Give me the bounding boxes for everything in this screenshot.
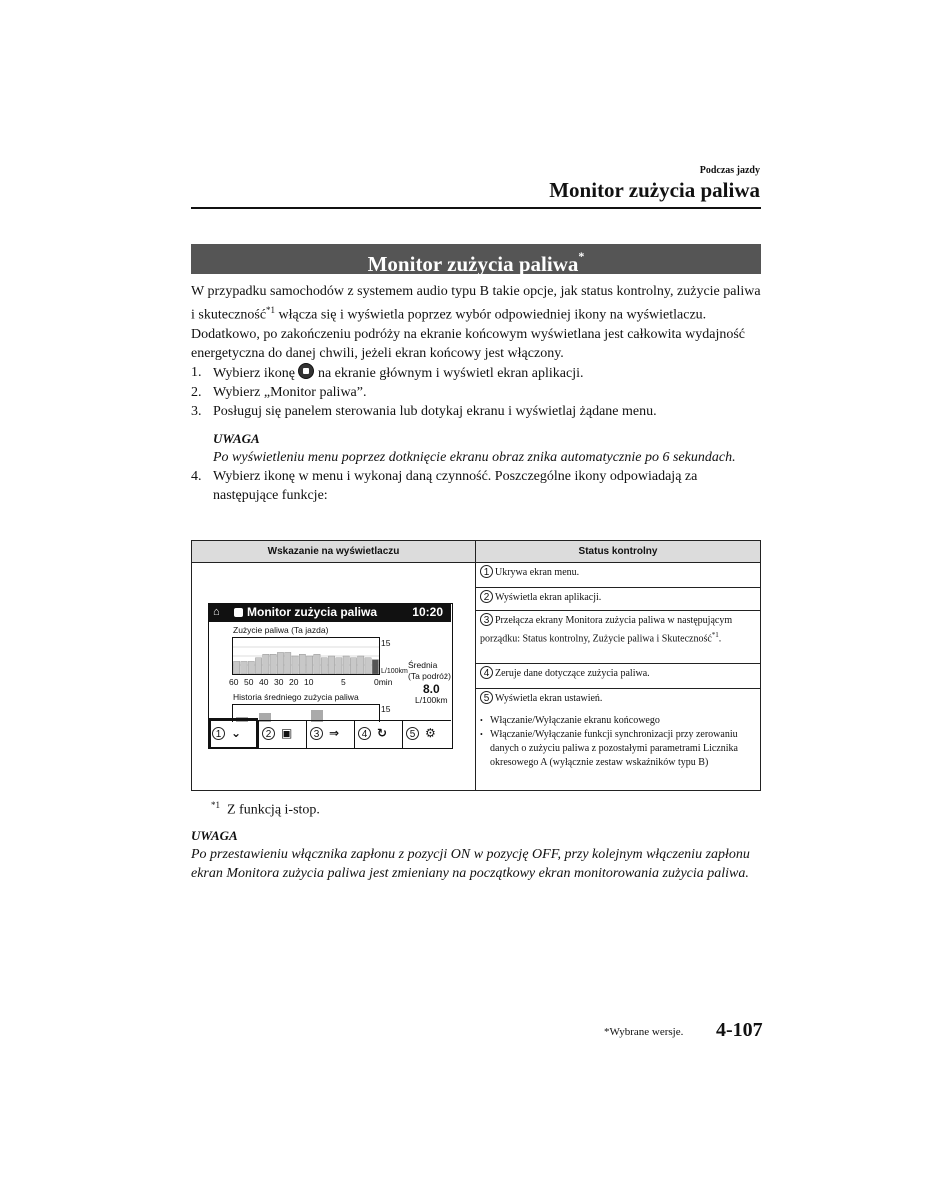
row-text: Ukrywa ekran menu. bbox=[495, 567, 580, 578]
screen-menu-bar bbox=[209, 720, 451, 749]
list-item: • Włączanie/Wyłączanie funkcji synchronizacji przy zerowaniu danych o zużyciu paliwa z pozostałymi parametrami Licznika okresowego A (wyłącznie zestaw wskaźników typu B) bbox=[480, 728, 756, 770]
table-header-status: Status kontrolny bbox=[578, 546, 658, 557]
footnote-ref: *1 bbox=[211, 800, 220, 810]
footnote bbox=[211, 800, 320, 819]
fuel-bar bbox=[299, 654, 305, 674]
footnote-ref: *1 bbox=[266, 305, 276, 315]
fuel-bar bbox=[307, 656, 313, 674]
avg-value: 8.0 bbox=[423, 682, 440, 696]
fuel-bar bbox=[255, 658, 261, 674]
step-text: na ekranie głównym i wyświetl ekran aplikacji. bbox=[314, 365, 584, 381]
section-header: Podczas jazdy bbox=[699, 165, 760, 176]
table-header bbox=[192, 541, 760, 563]
row-number: 4 bbox=[480, 666, 493, 679]
intro-paragraph-1 bbox=[191, 282, 763, 325]
fuel-bar bbox=[277, 652, 283, 674]
page-number: 4-107 bbox=[716, 1019, 763, 1041]
step-3 bbox=[191, 402, 763, 421]
fuel-bar bbox=[248, 661, 254, 674]
note-2 bbox=[191, 826, 763, 883]
selected-versions-note: *Wybrane wersje. bbox=[604, 1026, 684, 1038]
menu-reset-button[interactable] bbox=[355, 721, 403, 749]
menu-settings-button[interactable] bbox=[403, 721, 451, 749]
button-number: 2 bbox=[262, 727, 275, 740]
intro-block bbox=[191, 282, 763, 505]
fuel-bar bbox=[365, 658, 371, 674]
axis-tick: 40 bbox=[259, 677, 269, 687]
step-text: Posługuj się panelem sterowania lub dotykaj ekranu i wyświetlaj żądane menu. bbox=[213, 403, 657, 419]
footnote-text: Z funkcją i-stop. bbox=[227, 802, 320, 818]
note-text: Po przestawieniu włącznika zapłonu z pozycji ON w pozycję OFF, przy kolejnym włączeniu zapłonu ekran Monitora zużycia paliwa jest zmieniany na początkowy ekran monitorowania zużycia paliwa. bbox=[191, 847, 750, 881]
display-illustration bbox=[208, 603, 453, 749]
chevron-down-icon: ⌄ bbox=[231, 726, 242, 740]
app-icon: ▣ bbox=[281, 726, 293, 740]
step-2 bbox=[191, 383, 763, 402]
row-text: Wyświetla ekran ustawień. bbox=[495, 693, 603, 704]
graph2-label: Historia średniego zużycia paliwa bbox=[233, 692, 359, 702]
fuel-bar bbox=[343, 656, 349, 674]
note-heading: UWAGA bbox=[191, 828, 238, 843]
row-number: 2 bbox=[480, 590, 493, 603]
fuel-graph bbox=[232, 637, 380, 675]
button-number: 5 bbox=[406, 727, 419, 740]
home-icon: ⌂ bbox=[213, 606, 220, 618]
axis-tick: 10 bbox=[304, 677, 314, 687]
fuel-bar bbox=[263, 654, 269, 674]
fuel-bars bbox=[233, 638, 379, 674]
refresh-icon: ↻ bbox=[377, 726, 388, 740]
graph1-label: Zużycie paliwa (Ta jazda) bbox=[233, 625, 329, 635]
menu-switch-button[interactable] bbox=[307, 721, 355, 749]
avg-label: Średnia bbox=[408, 660, 438, 670]
note-text: Po wyświetleniu menu poprzez dotknięcie ekranu obraz znika automatycznie po 6 sekundach. bbox=[213, 449, 736, 465]
fuel-bar bbox=[336, 658, 342, 674]
title-mark: * bbox=[578, 249, 585, 263]
button-number: 3 bbox=[310, 727, 323, 740]
button-number: 4 bbox=[358, 727, 371, 740]
table-row bbox=[476, 563, 760, 588]
graph1-unit: L/100km bbox=[381, 668, 408, 675]
graph1-max: 15 bbox=[381, 638, 391, 648]
app-icon bbox=[234, 608, 243, 617]
page-title bbox=[191, 244, 761, 274]
axis-tick: 0min bbox=[374, 677, 393, 687]
note-heading: UWAGA bbox=[213, 430, 260, 446]
menu-app-button[interactable] bbox=[259, 721, 307, 749]
chapter-title: Monitor zużycia paliwa bbox=[549, 178, 760, 202]
row-number: 1 bbox=[480, 565, 493, 578]
fuel-bar bbox=[328, 656, 334, 674]
axis-tick: 60 bbox=[229, 677, 239, 687]
fuel-bar bbox=[321, 658, 327, 674]
step-4 bbox=[191, 467, 763, 505]
app-icon bbox=[298, 363, 314, 379]
row-text-tail: . bbox=[718, 633, 722, 645]
axis-tick: 50 bbox=[244, 677, 254, 687]
step-text: Wybierz ikonę bbox=[213, 365, 299, 381]
intro-paragraph-2: Dodatkowo, po zakończeniu podróży na ekranie końcowym wyświetlana jest całkowita wydajność energetyczna do danej chwili, jeżeli ekran końcowy jest włączony. bbox=[191, 326, 745, 361]
step-1 bbox=[191, 363, 763, 383]
button-number: 1 bbox=[212, 727, 225, 740]
step-number: 2. bbox=[191, 384, 202, 400]
row-text: Zeruje dane dotyczące zużycia paliwa. bbox=[495, 668, 650, 679]
intro-text-b: włącza się i wyświetla poprzez wybór odpowiedniej ikony na wyświetlaczu. bbox=[275, 307, 707, 323]
table-row bbox=[476, 689, 760, 790]
intro-text-a: W przypadku samochodów z systemem audio typu B takie opcje, jak status kontrolny, zużycie paliwa i skuteczność bbox=[191, 284, 761, 323]
menu-hide-button[interactable] bbox=[209, 721, 259, 749]
fuel-bar bbox=[270, 654, 276, 674]
avg-sublabel: (Ta podróż) bbox=[408, 671, 451, 681]
gear-icon: ⚙ bbox=[425, 726, 436, 740]
row-text: Wyświetla ekran aplikacji. bbox=[495, 592, 602, 603]
fuel-bar bbox=[350, 658, 356, 674]
step-text: Wybierz „Monitor paliwa”. bbox=[213, 384, 367, 400]
row-text: Przełącza ekrany Monitora zużycia paliwa w następującym porządku: Status kontrolny, Zużycie paliwa i Skuteczność bbox=[480, 615, 733, 645]
fuel-bar bbox=[292, 656, 298, 674]
fuel-bar bbox=[234, 661, 240, 674]
header-rule bbox=[191, 207, 761, 209]
step-number: 4. bbox=[191, 468, 202, 484]
title-text: Monitor zużycia paliwa bbox=[367, 252, 579, 276]
settings-bullets bbox=[480, 714, 756, 770]
step-text: Wybierz ikonę w menu i wykonaj daną czynność. Poszczególne ikony odpowiadają za następujące funkcje: bbox=[213, 468, 698, 503]
screen-topbar bbox=[209, 604, 451, 622]
function-table bbox=[191, 540, 761, 791]
graph2-max: 15 bbox=[381, 704, 391, 714]
step-number: 1. bbox=[191, 364, 202, 380]
status-rows bbox=[476, 563, 760, 790]
note-1 bbox=[191, 429, 763, 467]
axis-tick: 20 bbox=[289, 677, 299, 687]
avg-unit: L/100km bbox=[415, 695, 448, 705]
list-item: • Włączanie/Wyłączanie ekranu końcowego bbox=[480, 714, 756, 728]
fuel-bar bbox=[285, 652, 291, 674]
row-number: 3 bbox=[480, 613, 493, 626]
table-row bbox=[476, 664, 760, 689]
axis-tick: 30 bbox=[274, 677, 284, 687]
fuel-bar bbox=[314, 654, 320, 674]
fuel-bar bbox=[372, 660, 378, 674]
table-row bbox=[476, 611, 760, 664]
row-number: 5 bbox=[480, 691, 493, 704]
fuel-bar bbox=[241, 661, 247, 674]
table-row bbox=[476, 588, 760, 611]
footnote-ref: *1 bbox=[711, 631, 719, 639]
screen-time: 10:20 bbox=[412, 605, 443, 619]
switch-screen-icon: ⇒ bbox=[329, 726, 340, 740]
table-header-display: Wskazanie na wyświetlaczu bbox=[267, 546, 400, 557]
fuel-bar bbox=[358, 656, 364, 674]
step-number: 3. bbox=[191, 403, 202, 419]
axis-tick: 5 bbox=[341, 677, 346, 687]
screen-title: Monitor zużycia paliwa bbox=[247, 605, 378, 619]
